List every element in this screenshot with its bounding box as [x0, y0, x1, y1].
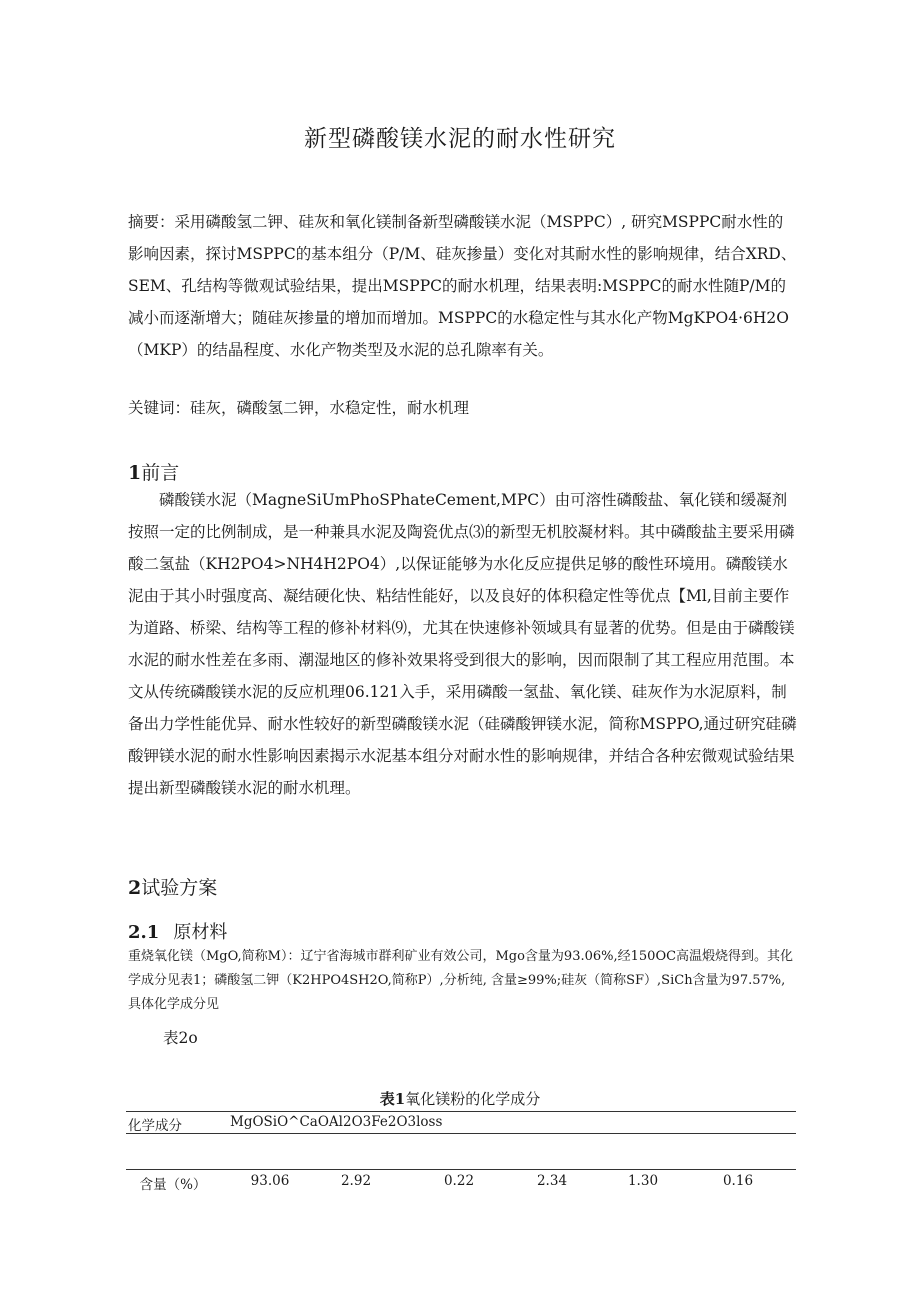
introduction-paragraph: 磷酸镁水泥（MagneSiUmPhoSPhateCement,MPC）由可溶性磷酸盐、氧化镁和缓凝剂按照一定的比例制成，是一种兼具水泥及陶瓷优点⑶的新型无机胶凝材料。其中磷酸盐主要采用磷酸二氢盐（KH2PO4>NH4H2PO4）,以保证能够为水化反应提供足够的酸性环境用。磷酸镁水泥由于其小时强度高、凝结硬化快、粘结性能好，以及良好的体积稳定性等优点【Ml,目前主要作为道路、桥梁、结构等工程的修补材料⑼，尤其在快速修补领域具有显著的优势。但是由于磷酸镁水泥的耐水性差在多雨、潮湿地区的修补效果将受到很大的影响，因而限制了其工程应用范围。本文从传统磷酸镁水泥的反应机理06.121入手，采用磷酸一氢盐、氧化镁、硅灰作为水泥原料，制备出力学性能优异、耐水性较好的新型磷酸镁水泥（硅磷酸钾镁水泥，简称MSPPO,通过研究硅磷酸钾镁水泥的耐水性影响因素揭示水泥基本组分对耐水性的影响规律，并结合各种宏微观试验结果提出新型磷酸镁水泥的耐水机理。	[128, 491, 797, 797]
table-1-caption-number: 表1	[379, 1090, 406, 1108]
materials-paragraph: 重烧氧化镁（MgO,简称M）：辽宁省海城市群利矿业有效公司，Mgo含量为93.06%,经150OC高温煅烧得到。其化学成分见表1；磷酸氢二钾（K2HPO4SH2O,简称P）,分析纯, 含量≥99%;硅灰（简称SF）,SiCh含量为97.57%,具体化学成分见	[128, 949, 794, 1012]
section-1-heading	[128, 458, 179, 485]
section-1-number: 1	[128, 462, 142, 484]
table-cell: 0.22	[443, 1173, 475, 1189]
section-1-title: 前言	[141, 462, 180, 484]
table-row-label: 含量（%）	[139, 1177, 207, 1193]
table-1-caption	[0, 1088, 920, 1109]
table-header-rule	[126, 1133, 796, 1134]
section-2-heading	[128, 873, 217, 900]
section-2-1-number: 2.1	[128, 922, 160, 943]
section-2-1-heading	[128, 918, 227, 944]
table-cell: 2.92	[340, 1173, 372, 1189]
table-cell: 2.34	[536, 1173, 568, 1189]
table-header-columns: MgOSiO^CaOAl2O3Fe2O3loss	[230, 1114, 443, 1130]
table-1-caption-text: 氧化镁粉的化学成分	[405, 1090, 541, 1108]
table-reference: 表2o	[163, 1029, 198, 1047]
table-cell: 0.16	[722, 1173, 754, 1189]
keywords-line: 关键词：硅灰，磷酸氢二钾，水稳定性，耐水机理	[128, 399, 470, 417]
section-2-title: 试验方案	[141, 877, 218, 899]
paper-title: 新型磷酸镁水泥的耐水性研究	[304, 126, 616, 152]
table-top-rule	[126, 1111, 796, 1112]
table-body-rule	[126, 1169, 796, 1170]
section-2-1-title: 原材料	[173, 922, 228, 943]
table-header-label: 化学成分	[128, 1118, 182, 1134]
section-2-number: 2	[128, 877, 142, 899]
table-cell: 1.30	[627, 1173, 659, 1189]
table-cell: 93.06	[250, 1173, 290, 1189]
abstract-paragraph: 摘要：采用磷酸氢二钾、硅灰和氧化镁制备新型磷酸镁水泥（MSPPC）, 研究MSPPC耐水性的影响因素，探讨MSPPC的基本组分（P/M、硅灰掺量）变化对其耐水性的影响规律，结合XRD、SEM、孔结构等微观试验结果，提出MSPPC的耐水机理，结果表明:MSPPC的耐水性随P/M的减小而逐渐增大；随硅灰掺量的增加而增加。MSPPC的水稳定性与其水化产物MgKPO4·6H2O（MKP）的结晶程度、水化产物类型及水泥的总孔隙率有关。	[128, 213, 797, 359]
